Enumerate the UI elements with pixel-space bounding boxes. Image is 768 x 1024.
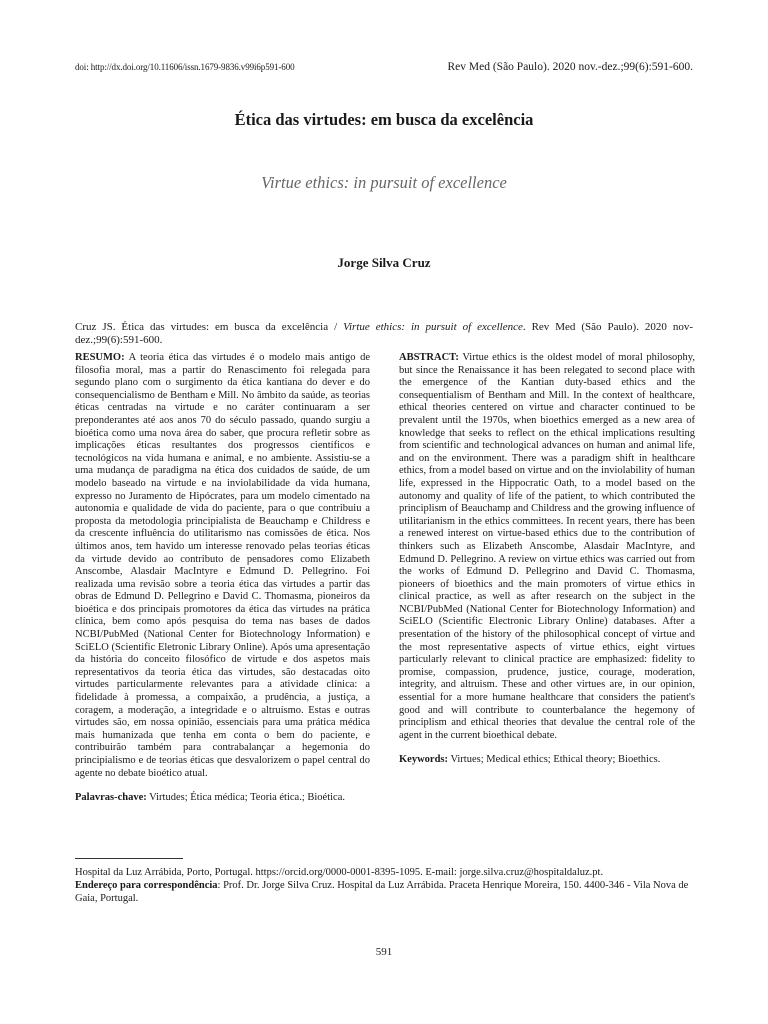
footnotes [75,866,695,905]
article-subtitle: Virtue ethics: in pursuit of excellence [261,173,507,192]
keywords-label: Keywords: [399,754,448,766]
citation-suffix: . Rev Med (São Paulo). 2020 nov-dez.;99(6):591-600. [75,321,693,346]
footnote-divider [75,858,183,859]
resumo-column [75,352,370,805]
article-title: Ética das virtudes: em busca da excelência [234,110,534,129]
palavras-chave [75,792,370,805]
correspondence-address [75,879,695,905]
keywords [399,754,695,767]
doi-link[interactable]: doi: http://dx.doi.org/10.11606/issn.1679-9836.v99i6p591-600 [75,62,295,72]
keywords-text: Virtues; Medical ethics; Ethical theory; Bioethics. [450,754,661,766]
resumo-label: RESUMO: [75,352,125,363]
correspondence-text: : Prof. Dr. Jorge Silva Cruz. Hospital da Luz Arrábida. Praceta Henrique Moreira, 150. 4400-346 - Vila Nova de Gaia, Portugal. [75,880,689,904]
correspondence-label: Endereço para correspondência [75,880,218,891]
abstract-label: ABSTRACT: [399,352,459,363]
citation [75,321,693,347]
palavras-chave-text: Virtudes; Ética médica; Teoria ética.; Bioética. [149,792,345,804]
citation-english-title: Virtue ethics: in pursuit of excellence [343,321,523,333]
author-name: Jorge Silva Cruz [337,255,431,270]
author-affiliation: Hospital da Luz Arrábida, Porto, Portugal. https://orcid.org/0000-0001-8395-1095. E-mail: jorge.silva.cruz@hospitaldaluz.pt. [75,867,604,878]
citation-prefix: Cruz JS. Ética das virtudes: em busca da excelência / [75,321,344,333]
abstract-paragraph [399,352,695,742]
page-number: 591 [375,946,393,958]
palavras-chave-label: Palavras-chave: [75,792,147,804]
abstract-text: Virtue ethics is the oldest model of moral philosophy, but since the Renaissance it has been relegated to second place with the emergence of the Kantian duty-based ethics and the consequentialism of Bentham and Mill. In the context of healthcare, ethical theories centered on virtue and character continued to be prevalent until the 1970s, when bioethics emerged as a new area of knowledge that seeks to reflect on the ethical implications resulting from scientific and technological advances on human and animal life, and on the environment. There was a paradigm shift in healthcare ethics, from a model based on virtue and on the inviolability of human life, expressed in the Hippocratic Oath, to a model based on the autonomy and quality of life of the patient, to which contributed the principlism of Beauchamp and Childress and the growing influence of utilitarianism in the ethics committees. In recent years, there has been a renewed interest on virtue-based ethics due to the contribution of thinkers such as Elizabeth Anscombe, Alasdair MacIntyre, and Edmund D. Pellegrino. A review on virtue ethics was carried out from the works of Edmund D. Pellegrino and David C. Thomasma, pioneers of bioethics and the main promoters of virtue ethics in clinical practice, as well as after research on the subject in the NCBI/PubMed (National Center for Biotechnology Information) and SciELO (Scientific Electronic Library Online) databases. After a presentation of the history of the philosophical concept of virtue and the most representative aspects of virtue ethics, eight virtues particularly relevant to clinical practice are emphasized: fidelity to promise, compassion, prudence, justice, courage, moderation, integrity, and altruism. These and other virtues are, in our opinion, essential for a more humane healthcare that considers the patient's good and will contribute to counterbalance the hegemony of principlism and ethical theories that devalue the central role of the agent in the current bioethical debate. [399,352,695,741]
journal-reference: Rev Med (São Paulo). 2020 nov.-dez.;99(6):591-600. [447,61,693,73]
resumo-text: A teoria ética das virtudes é o modelo mais antigo de filosofia moral, mas a partir do Renascimento foi relegada para segundo plano com o surgimento da ética kantiana do dever e do consequencialismo de Bentham e Mill. No âmbito da saúde, as teorias éticas centradas na virtude e no caráter continuaram a ser preponderantes até aos anos 70 do século passado, quando surgiu a bioética como uma nova área do saber, que procura refletir sobre as implicações éticas resultantes dos progressos científicos e tecnológicos na vida humana e animal, e no ambiente. Assistiu-se a uma mudança de paradigma na ética dos cuidados de saúde, de um modelo baseado na virtude e na inviolabilidade da vida humana, expresso no Juramento de Hipócrates, para um modelo cimentado na autonomia e qualidade de vida do paciente, para o que contribuiu a proposta da metodologia principialista de Beauchamp e Childress e da crescente influência do utilitarismo nas comissões de ética. Nos últimos anos, tem havido um interesse renovado pelas teorias éticas da virtude devido ao contributo de pensadores como Elizabeth Anscombe, Alasdair MacIntyre e Edmund D. Pellegrino. Foi realizada uma revisão sobre a teoria ética das virtudes a partir das obras de Edmund D. Pellegrino e David C. Thomasma, pioneiros da bioética e dos principais promotores da ética das virtudes na prática clínica, bem como após pesquisa do tema nas bases de dados NCBI/PubMed (National Center for Biotechnology Information) e SciELO (Scientific Eletronic Library Online). Após uma apresentação da história do conceito filosófico de virtude e dos aspetos mais representativos da teoria ética das virtudes, são destacadas oito virtudes particularmente relevantes para a atividade clínica: a fidelidade à promessa, a compaixão, a prudência, a justiça, a coragem, a moderação, a integridade e o altruísmo. Estas e outras virtudes são, em nossa opinião, essenciais para uma prática médica mais humanizada que tenha em conta o bem do paciente, e contribuirão também para contrabalançar a hegemonia do principialismo e de teorias éticas que desvalorizem o papel central do agente no debate bioético atual. [75,352,371,779]
abstract-column [399,352,695,767]
resumo-paragraph [75,352,370,780]
